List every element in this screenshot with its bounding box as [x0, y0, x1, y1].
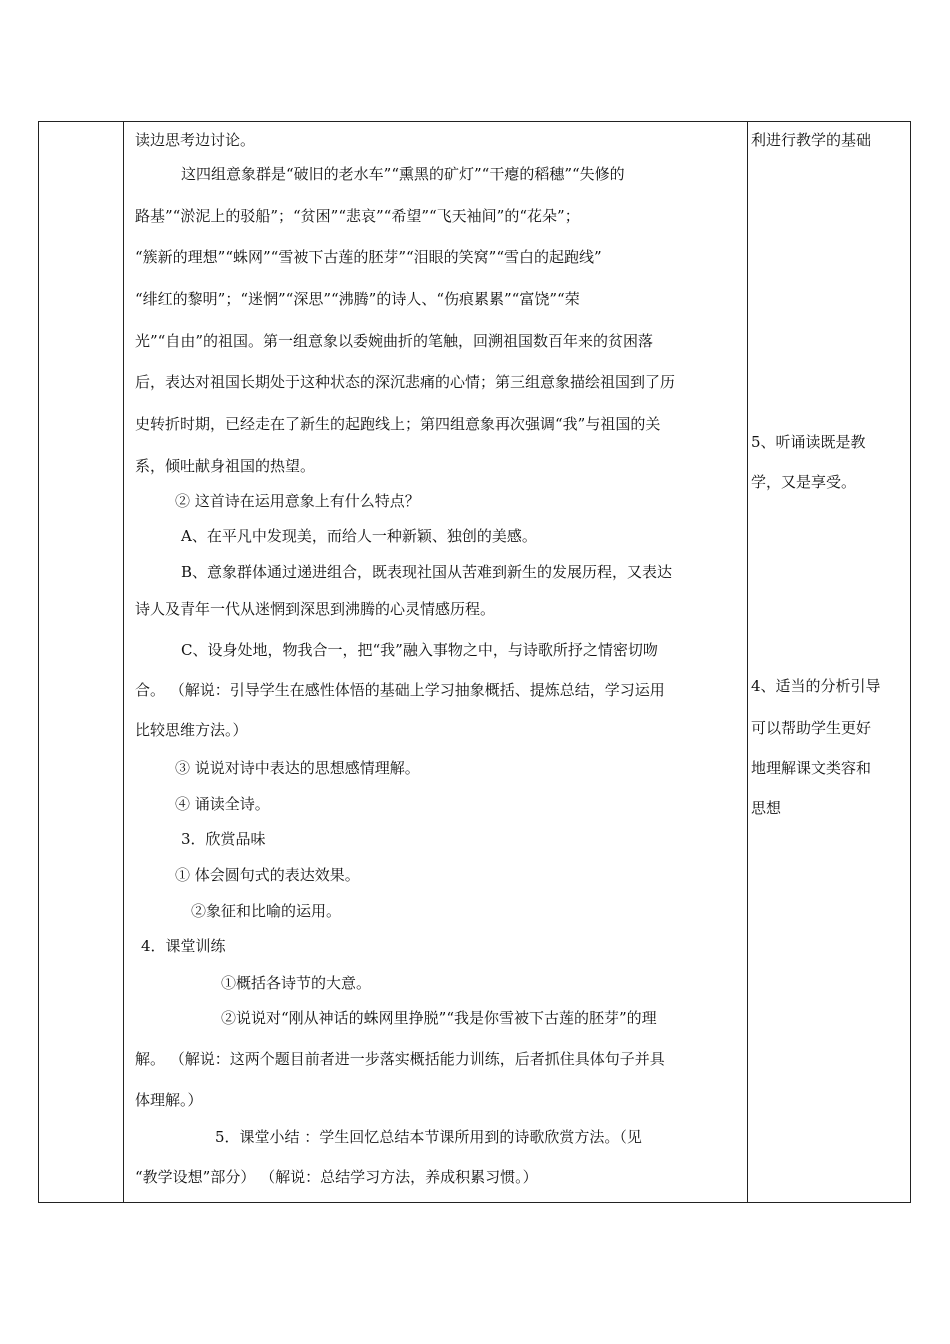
- content-line: 合。 （解说：引导学生在感性体悟的基础上学习抽象概括、提炼总结，学习运用: [135, 681, 665, 699]
- content-line: B、意象群体通过递进组合，既表现社国从苦难到新生的发展历程，又表达: [181, 563, 673, 581]
- content-line: ②象征和比喻的运用。: [191, 902, 342, 920]
- content-line: 系，倾吐献身祖国的热望。: [135, 457, 316, 475]
- content-line: 后，表达对祖国长期处于这种状态的深沉悲痛的心情；第三组意象描绘祖国到了历: [135, 373, 676, 391]
- content-line: 4．课堂训练: [141, 937, 226, 955]
- content-line: 5．课堂小结 ：学生回忆总结本节课所用到的诗歌欣赏方法。（见: [215, 1128, 642, 1146]
- note-line: 5、听诵读既是教: [751, 433, 866, 451]
- content-line: 体理解。）: [135, 1091, 203, 1109]
- note-line: 可以帮助学生更好: [751, 719, 872, 737]
- content-line: ①概括各诗节的大意。: [221, 974, 372, 992]
- column-divider-right: [747, 122, 748, 1202]
- content-line: 解。 （解说：这两个题目前者进一步落实概括能力训练，后者抓住具体句子并具: [135, 1050, 665, 1068]
- content-line: ③ 说说对诗中表达的思想感情理解。: [175, 759, 420, 777]
- content-line: ②说说对“刚从神话的蛛网里挣脱”“我是你雪被下古莲的胚芽”的理: [221, 1009, 657, 1027]
- content-line: 光”“自由”的祖国。第一组意象以委婉曲折的笔触，回溯祖国数百年来的贫困落: [135, 332, 654, 350]
- content-line: ④ 诵读全诗。: [175, 795, 270, 813]
- content-line: “教学设想”部分） （解说：总结学习方法，养成积累习惯。）: [135, 1168, 538, 1186]
- content-line: ① 体会圆句式的表达效果。: [175, 866, 360, 884]
- note-line: 学，又是享受。: [751, 473, 857, 491]
- content-line: 诗人及青年一代从迷惘到深思到沸腾的心灵情感历程。: [135, 600, 496, 618]
- note-line: 思想: [751, 799, 782, 817]
- content-line: 3．欣赏品味: [181, 830, 266, 848]
- note-line: 地理解课文类容和: [751, 759, 872, 777]
- content-line: 这四组意象群是“破旧的老水车”“熏黑的矿灯”“干瘪的稻穗”“失修的: [181, 165, 625, 183]
- content-line: “簇新的理想”“蛛网”“雪被下古莲的胚芽”“泪眼的笑窝”“雪白的起跑线”: [135, 248, 602, 266]
- content-line: 比较思维方法。）: [135, 721, 248, 739]
- note-line: 4、适当的分析引导: [751, 677, 881, 695]
- column-divider-left: [123, 122, 124, 1202]
- lesson-plan-table: [38, 121, 911, 1203]
- content-line: 史转折时期，已经走在了新生的起跑线上；第四组意象再次强调“我”与祖国的关: [135, 415, 661, 433]
- content-line: C、设身处地，物我合一，把“我”融入事物之中，与诗歌所抒之情密切吻: [181, 641, 658, 659]
- content-line: 路基”“淤泥上的驳船”；“贫困”“悲哀”“希望”“飞天袖间”的“花朵”；: [135, 207, 580, 225]
- content-line: ② 这首诗在运用意象上有什么特点？: [175, 492, 420, 510]
- content-line: “绯红的黎明”；“迷惘”“深思”“沸腾”的诗人、“伤痕累累”“富饶”“荣: [135, 290, 580, 308]
- content-line: A、在平凡中发现美，而给人一种新颖、独创的美感。: [181, 527, 537, 545]
- content-line: 读边思考边讨论。: [135, 131, 256, 149]
- note-line: 利进行教学的基础: [751, 131, 872, 149]
